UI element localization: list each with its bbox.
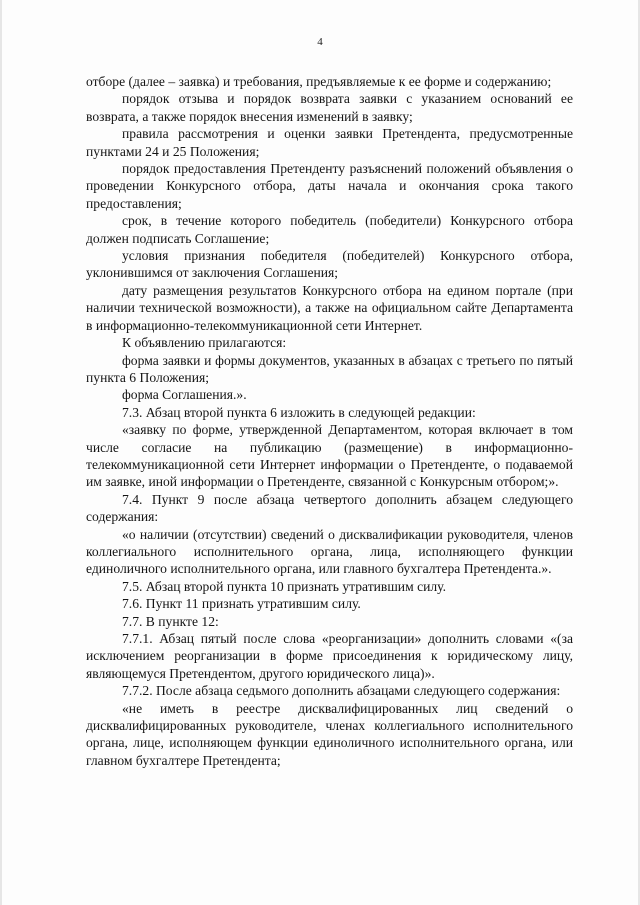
paragraph: 7.7. В пункте 12:	[122, 613, 219, 629]
paragraph: «о наличии (отсутствии) сведений о дисквалификации руководителя, членов коллегиального исполнительного органа, лица, исполняющего функции единоличного исполнительного органа, или главного бухгалтера Претендента.».	[86, 526, 573, 577]
paragraph: «заявку по форме, утвержденной Департаментом, которая включает в том числе согласие на публикацию (размещение) в информационно-телекоммуникационной сети Интернет информации о Претенденте, о подаваемой им заявке, иной информации о Претенденте, связанной с Конкурсным отбором;».	[86, 422, 573, 490]
document-body	[86, 73, 573, 769]
paragraph: срок, в течение которого победитель (победители) Конкурсного отбора должен подписать Соглашение;	[86, 213, 573, 246]
paragraph: порядок отзыва и порядок возврата заявки с указанием оснований ее возврата, а также порядок внесения изменений в заявку;	[86, 91, 573, 124]
paragraph: 7.3. Абзац второй пункта 6 изложить в следующей редакции:	[122, 404, 476, 420]
page-number: 4	[317, 36, 323, 48]
paragraph: форма заявки и формы документов, указанных в абзацах с третьего по пятый пункта 6 Положения;	[86, 352, 573, 385]
paragraph: правила рассмотрения и оценки заявки Претендента, предусмотренные пунктами 24 и 25 Положения;	[86, 126, 573, 159]
paragraph: 7.4. Пункт 9 после абзаца четвертого дополнить абзацем следующего содержания:	[86, 491, 573, 525]
paragraph: порядок предоставления Претенденту разъяснений положений объявления о проведении Конкурсного отбора, даты начала и окончания срока такого предоставления;	[86, 161, 573, 211]
paragraph: 7.7.1. Абзац пятый после слова «реорганизации» дополнить словами «(за исключением реорганизации в форме присоединения к юридическому лицу, являющемуся Претендентом, другого юридического лица)».	[86, 631, 573, 681]
paragraph: 7.6. Пункт 11 признать утратившим силу.	[122, 596, 361, 612]
paragraph: К объявлению прилагаются:	[122, 335, 287, 351]
paragraph: дату размещения результатов Конкурсного отбора на едином портале (при наличии технической возможности), а также на официальном сайте Департамента в информационно-телекоммуникационной сети Интернет.	[86, 282, 573, 333]
paragraph: «не иметь в реестре дисквалифицированных лиц сведений о дисквалифицированных руководителе, членах коллегиального исполнительного органа, лице, исполняющем функции единоличного исполнительного органа, или главном бухгалтере Претендента;	[86, 700, 573, 768]
paragraph: 7.7.2. После абзаца седьмого дополнить абзацами следующего содержания:	[122, 683, 561, 699]
paragraph: форма Соглашения.».	[122, 387, 247, 403]
paragraph: 7.5. Абзац второй пункта 10 признать утратившим силу.	[122, 578, 447, 594]
paragraph: отборе (далее – заявка) и требования, предъявляемые к ее форме и содержанию;	[86, 74, 552, 89]
scan-edge-left	[0, 0, 2, 905]
paragraph: условия признания победителя (победителей) Конкурсного отбора, уклонившимся от заключения Соглашения;	[86, 248, 573, 281]
